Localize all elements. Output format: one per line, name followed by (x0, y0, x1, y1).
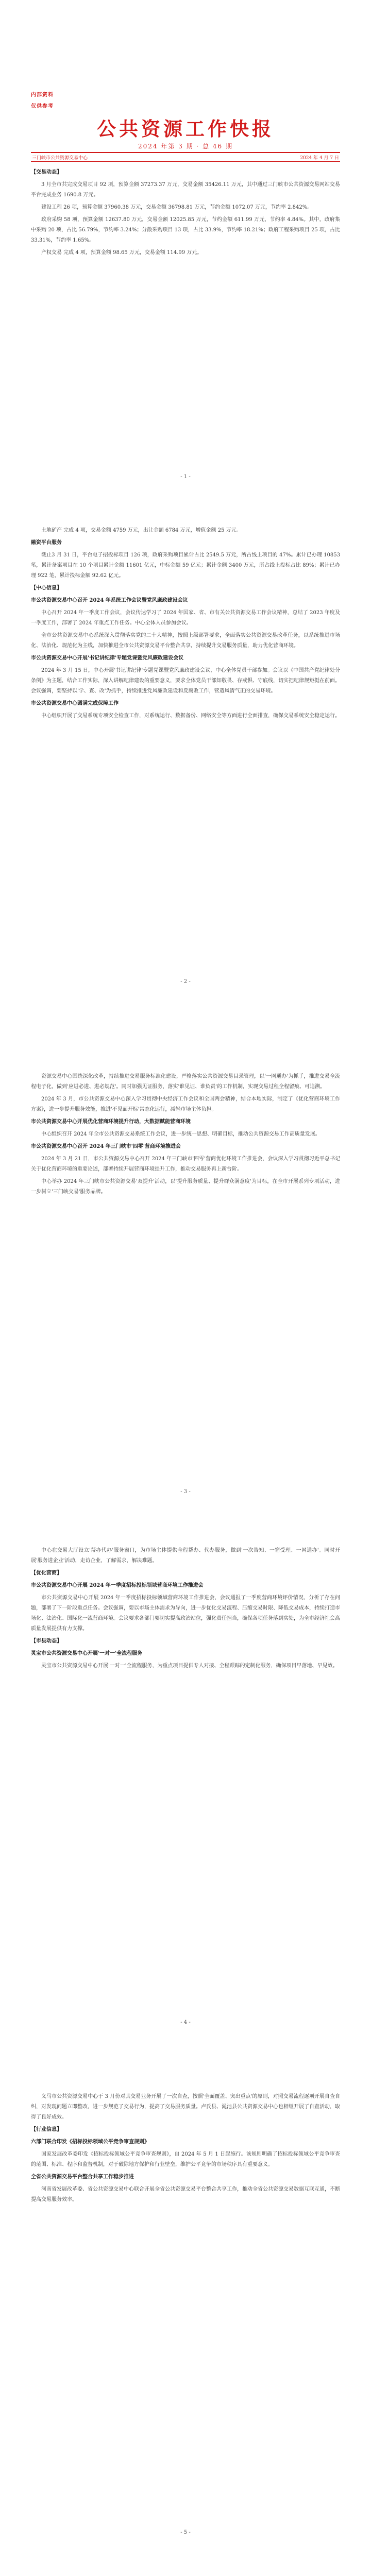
paragraph: 政府采购 58 项，预算金额 12637.80 万元，交易金额 12025.85 万元，节约金额 611.99 万元，节约率 4.84%。其中，政府集中采购 20 项，占比 56.79%，节约率 3.24%；分散采购项目 13 项，占比 33.9%，节约率 18.21%；政府工程采购项目 25 项，占比 33.31%，节约率 1.65%。 (31, 217, 340, 243)
publisher: 三门峡市公共资源交易中心 (32, 156, 88, 161)
paragraph: 中心组织召开 2024 年全市公共资源交易系统工作会议，进一步统一思想、明确目标，推动公共资源交易工作高质量发展。 (41, 1131, 321, 1137)
section-heading-business: 【优化营商】 (31, 1570, 62, 1576)
paragraph: 全市公共资源交易中心系统深入贯彻落实党的二十大精神，按照上级部署要求，全面落实公共资源交易改革任务，以系统推进市场化、法治化、规范化为主线，加快推进全市公共资源交易平台整合共享，持续提升交易服务质量，助力优化营商环境。 (31, 633, 340, 649)
subheading: 市公共资源交易中心召开 2024 年三门峡市'四零'营商环境推进会 (31, 1144, 181, 1149)
section-heading-trade: 【交易动态】 (31, 170, 62, 175)
subheading: 市公共资源交易中心圆满完成保障工作 (31, 701, 119, 706)
paragraph: 中心召开 2024 年一季度工作会议，会议传达学习了 2024 年国家、省、市有关公共资源交易工作会议精神，总结了 2023 年度及一季度工作，部署了 2024 年重点工作任务。中心全体人员参加会议。 (31, 610, 340, 626)
paragraph: 资源交易中心围绕深化改革，持续推进交易服务标准化建设，严格落实公共资源交易目录管理，以'一网通办'为抓手，推进交易全流程电子化，做到'应进必进、进必规范'。同时加强见证服务，落实'谁见证、谁负责'的工作机制，实现交易过程全程留痕、可追溯。 (31, 1074, 340, 1090)
publish-date: 2024 年 4 月 7 日 (300, 156, 339, 161)
content-block-1 (31, 167, 340, 260)
paragraph: 市公共资源交易中心开展 2024 年一季度招标投标领域营商环境工作推进会，会议通报了一季度营商环境评价情况，分析了存在问题，部署了下一阶段重点任务。会议强调，要以市场主体需求为导向，进一步优化交易流程、压缩交易时限、降低交易成本，持续打造市场化、法治化、国际化一流营商环境。会议要求各部门要切实提高政治站位，强化责任担当，确保各项任务落到实处，为全市经济社会高质量发展提供有力支撑。 (31, 1595, 340, 1632)
subheading: 融资平台服务 (31, 540, 62, 546)
page-number: - 1 - (180, 474, 191, 480)
content-block-3 (31, 1072, 340, 1199)
paragraph: 中心在交易大厅设立'帮办代办'服务窗口，为市场主体提供全程帮办、代办服务，做到'一次告知、一窗受理、一网通办'。同时开展'服务进企业'活动，走访企业，了解需求，解决难题。 (31, 1548, 340, 1564)
document-title: 公共资源工作快报 (97, 118, 274, 140)
paragraph: 截止3 月 31 日，平台电子招投标项目 126 项，政府采购项目累计占比 2549.5 万元，所占线上项目的 47%。累计已办理 10853 笔，累计备案项目在 10 个项目累计金额 11601 亿元，中标金额 59 亿元；累计金额 3400 万元，所占线上投标占比 89%；累计已办理 922 笔，累计投标金额 92.62 亿元。 (31, 552, 340, 579)
paragraph: 义马市公共资源交易中心于 3 月份对其交易业务开展了一次自查，按照'全面覆盖、突出重点'的原则，对照交易流程逐项开展自查自纠，对发现问题立即整改，进一步规范了交易行为，提高了交易服务质量。卢氏县、渑池县公共资源交易中心也相继开展了自查活动，取得了良好成效。 (31, 2094, 340, 2120)
subheading: 六部门联合印发《招标投标领域公平竞争审查规则》 (31, 2139, 149, 2145)
paragraph: 灵宝市公共资源交易中心开展'一对一'全流程服务，为重点项目提供专人对接、全程跟踪的定制化服务，确保项目早落地、早见效。 (41, 1663, 338, 1669)
header-divider-bottom (31, 161, 340, 162)
section-heading-industry: 【行业信息】 (31, 2127, 62, 2132)
page-number: - 5 - (180, 2530, 191, 2535)
subheading: 市公共资源交易中心召开 2024 年系统工作会议暨党风廉政建设会议 (31, 598, 188, 603)
paragraph: 土地矿产 完成 4 项，交易金额 4759 万元，出让金额 6784 万元，增值金额 25 万元。 (41, 528, 242, 533)
paragraph: 3 月全市共完成交易项目 92 项，预算金额 37273.37 万元，交易金额 35426.11 万元，其中通过三门峡市公共资源交易网站交易平台完成业务 1690.8 万元。 (31, 182, 340, 198)
paragraph: 中心组织开展了交易系统专项安全检查工作，对系统运行、数据备份、网络安全等方面进行全面排查，确保交易系统安全稳定运行。 (41, 713, 340, 719)
page-number: - 2 - (180, 979, 191, 985)
header-tag-internal: 内部资料 (31, 92, 54, 98)
page-number: - 4 - (180, 2020, 191, 2025)
header-tags (31, 90, 54, 113)
page-number: - 3 - (180, 1489, 191, 1495)
content-block-5 (31, 2092, 340, 2207)
subheading: 全省公共资源交易平台整合共享工作稳步推进 (31, 2174, 134, 2180)
paragraph: 中心举办 2024 年三门峡市公共资源交易'双提升'活动，以'提升服务质量、提升群众满意度'为目标，在全市开展系列专项活动，进一步树立'三门峡交易'服务品牌。 (31, 1179, 340, 1195)
paragraph: 2024 年 3 月，市公共资源交易中心深入学习贯彻中央经济工作会议和全国两会精神，结合本地实际，制定了《优化营商环境工作方案》，进一步提升服务效能，推进'不见面开标'常态化运行，减轻市场主体负担。 (31, 1096, 340, 1112)
paragraph: 河南省发展改革委、省公共资源交易中心联合开展全省公共资源交易平台整合共享工作，推动全省公共资源交易数据互联互通，不断提高交易服务效率。 (31, 2187, 340, 2202)
subheading: 市公共资源交易中心开展 2024 年一季度招标投标领域营商环境工作推进会 (31, 1583, 204, 1588)
subheading: 灵宝市公共资源交易中心开展'一对一'全流程服务 (31, 1651, 143, 1656)
paragraph: 建设工程 26 项，预算金额 37960.38 万元，交易金额 36798.81 万元，节约金额 1072.07 万元，节约率 2.842%。 (41, 205, 313, 210)
paragraph: 国家发展改革委印发《招标投标领域公平竞争审查规则》，自 2024 年 5 月 1 日起施行。该规则明确了招标投标领域公平竞争审查的范围、标准、程序和监督机制，对于破除地方保护和行业壁垒，维护公平竞争的市场秩序具有重要意义。 (31, 2151, 340, 2167)
header-divider-top (31, 152, 340, 153)
subheading: 市公共资源交易中心开展'书记讲纪律'专题党课暨党风廉政建设会议 (31, 655, 184, 661)
subheading: 市公共资源交易中心开展优化营商环境提升行动，大数据赋能营商环境 (31, 1119, 191, 1125)
content-block-2 (31, 526, 340, 723)
section-heading-center: 【中心信息】 (31, 585, 62, 591)
paragraph: 2024 年 3 月 15 日，中心开展'书记讲纪律'专题党课暨党风廉政建设会议，中心全体党员干部参加。会议以《中国共产党纪律处分条例》为主题，结合工作实际，深入讲解纪律建设的重要意义，要求全体党员干部知敬畏、存戒惧、守底线，切实把纪律规矩挺在前面。会议强调，要坚持以'学、查、改'为抓手，持续推进党风廉政建设和反腐败工作，营造风清气正的交易环境。 (31, 668, 340, 694)
issue-number: 2024 年第 3 期 · 总 46 期 (138, 143, 233, 150)
section-heading-county: 【市县动态】 (31, 1638, 62, 1644)
content-block-4 (31, 1546, 340, 1673)
header-tag-reference: 仅供参考 (31, 104, 54, 109)
paragraph: 产权交易 完成 4 项，预算金额 98.65 万元，交易金额 114.99 万元。 (41, 250, 203, 256)
paragraph: 2024 年 3 月 21 日，市公共资源交易中心召开 2024 年三门峡市'四零'营商优化环境工作推进会，会议深入学习贯彻习近平总书记关于优化营商环境的重要论述，部署持续开展营商环境提升工作，推动交易服务再上新台阶。 (31, 1156, 340, 1172)
